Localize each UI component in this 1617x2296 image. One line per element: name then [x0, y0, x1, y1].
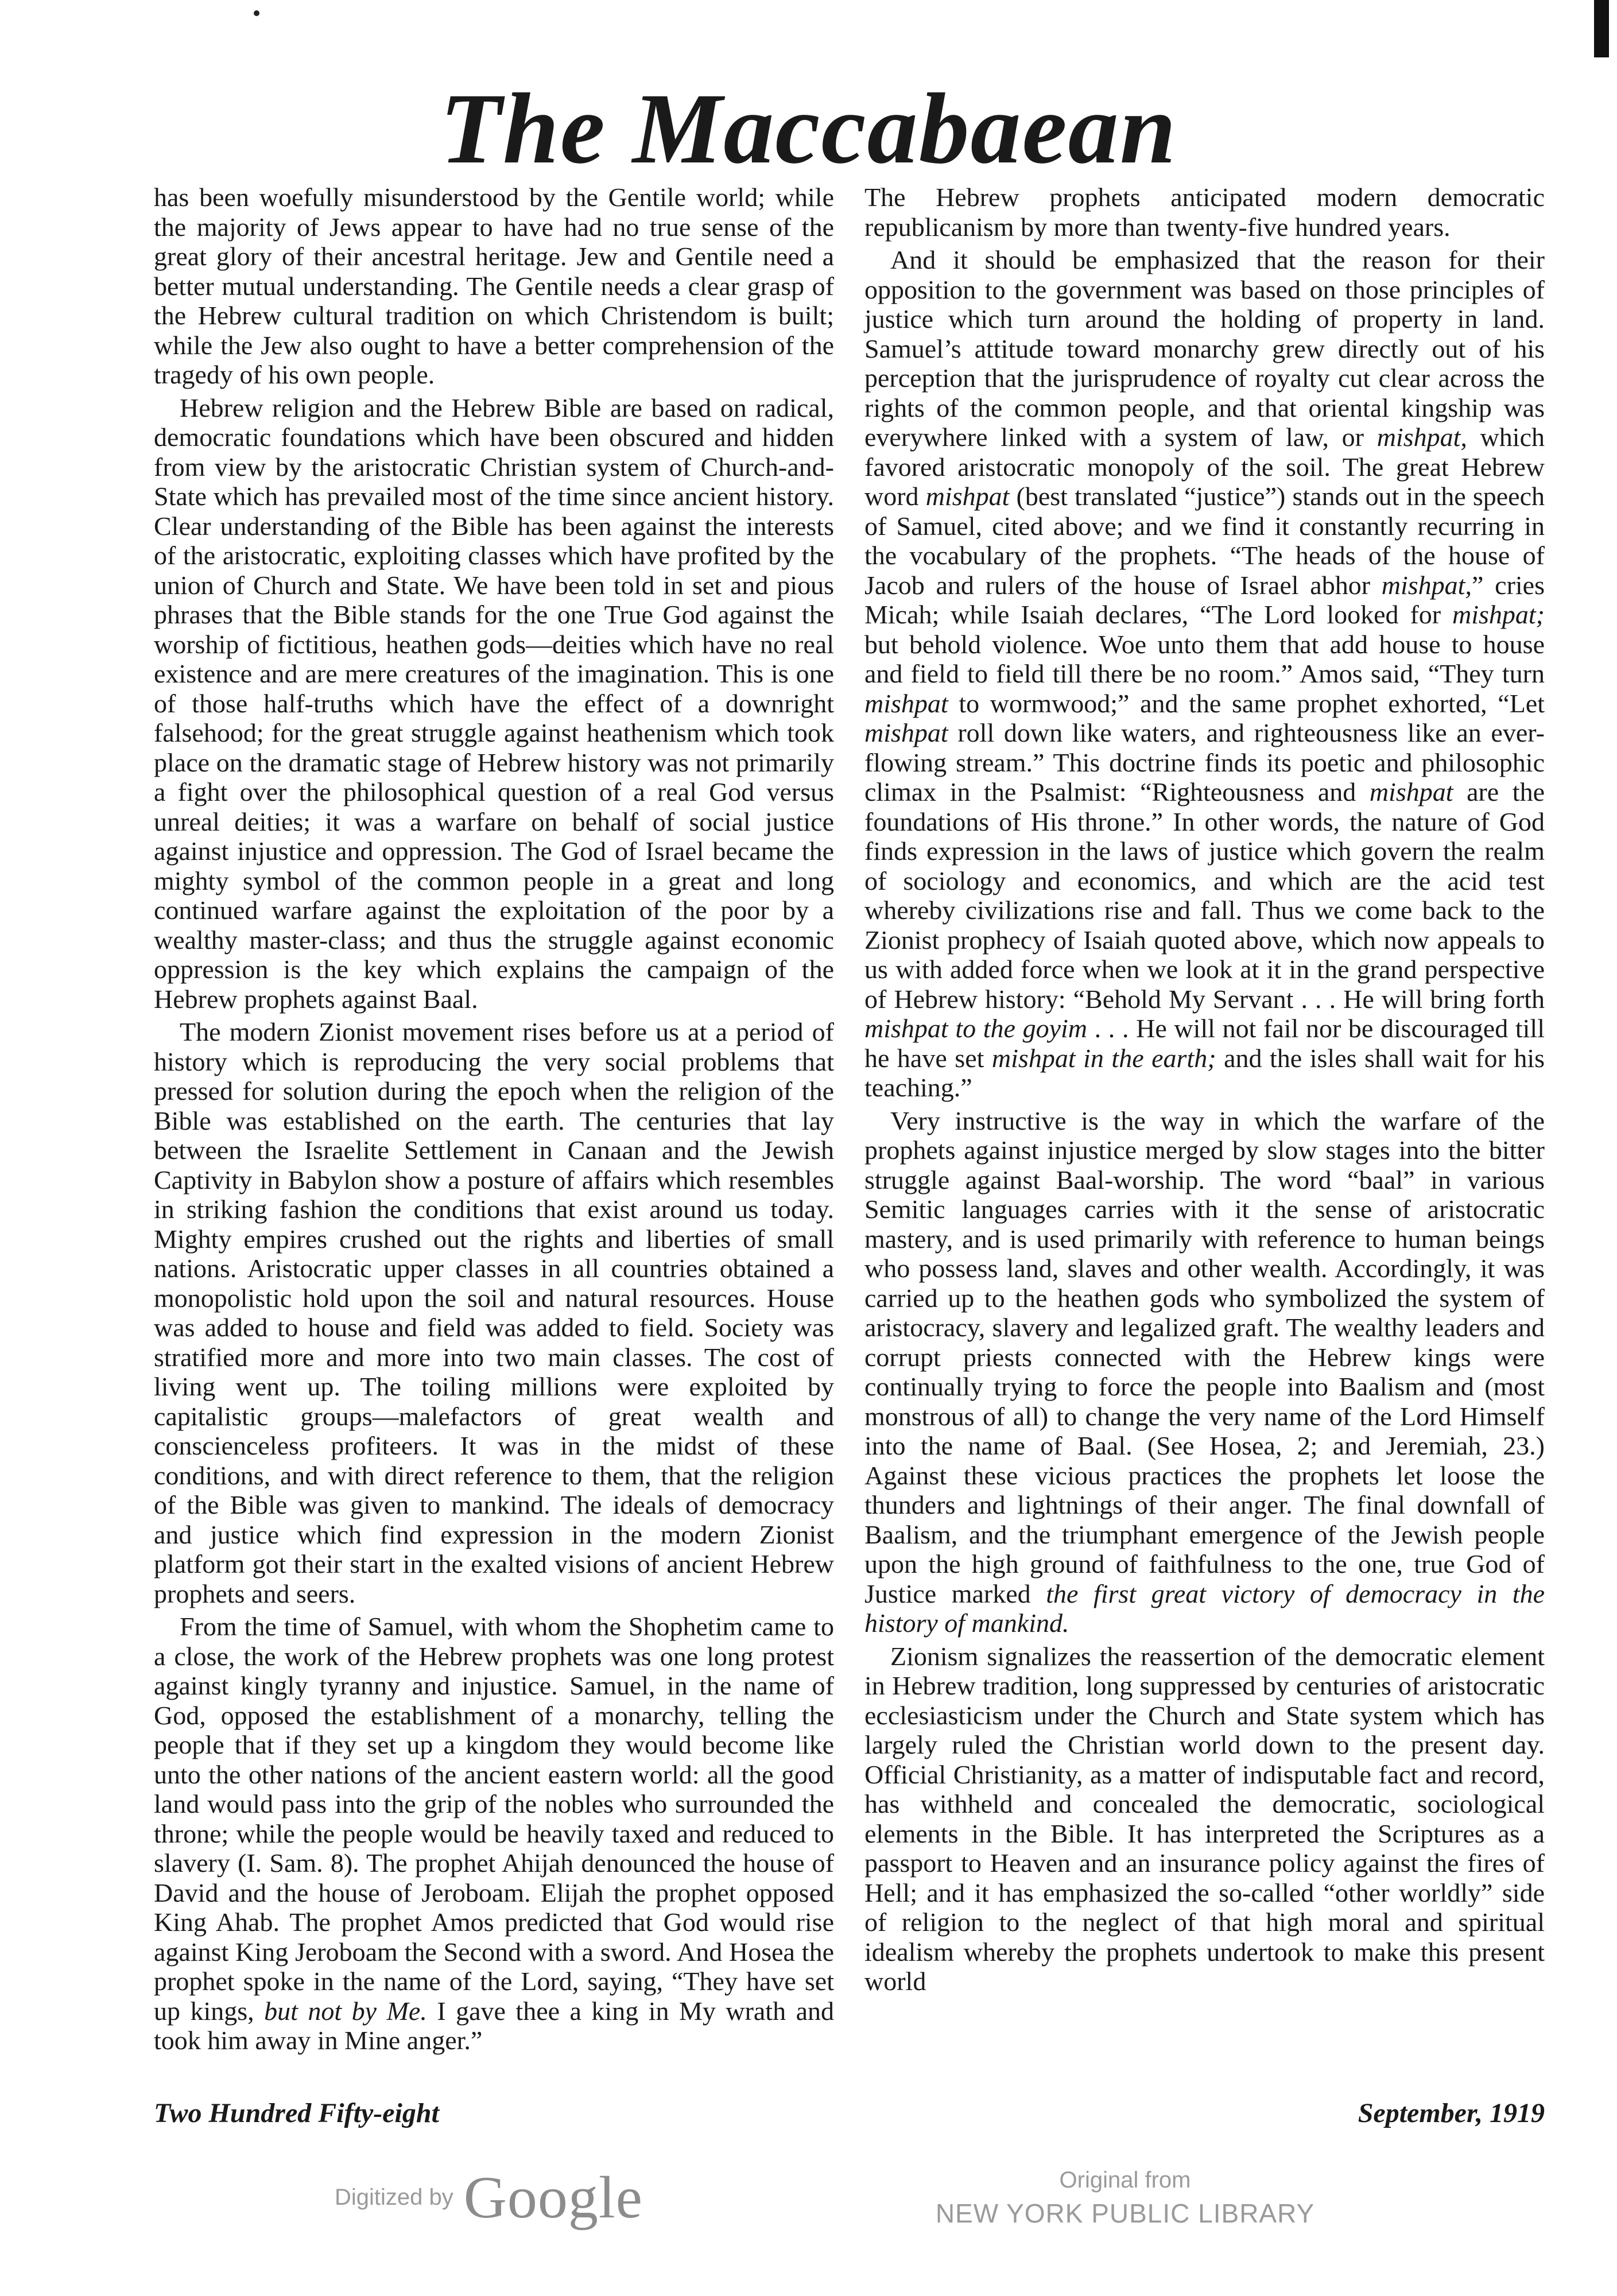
paragraph-text: . . . He will not fail nor be discouraged till he have set	[864, 1014, 1545, 1073]
body-paragraph	[864, 245, 1545, 1103]
body-paragraph	[154, 183, 834, 390]
library-name: NEW YORK PUBLIC LIBRARY	[935, 2198, 1315, 2228]
right-column	[864, 183, 1545, 2000]
paragraph-text: has been woefully misunderstood by the Gentile world; while the majority of Jews appear to have had no true sense of the great glory of their ancestral heritage. Jew and Gentile need a better mutual understanding. The Gentile needs a clear grasp of the Hebrew cultural tradition on which Christendom is built; while the Jew also ought to have a better comprehension of the tragedy of his own people.	[154, 183, 834, 389]
body-paragraph	[154, 393, 834, 1014]
italic-text: but not by Me.	[264, 1996, 427, 2026]
digitized-by-label: Digitized by	[335, 2184, 453, 2210]
body-paragraph	[864, 1106, 1545, 1638]
italic-text: mishpat,	[1376, 422, 1467, 452]
body-paragraph	[154, 1612, 834, 2055]
body-paragraph	[154, 1017, 834, 1608]
paragraph-text: Zionism signalizes the reassertion of the democratic element in Hebrew tradition, long suppressed by centuries of aristocratic ecclesiasticism under the Church and State system which has largely ruled the Christian world down to the present day. Official Christianity, as a matter of indisputable fact and record, has withheld and concealed the democratic, sociological elements in the Bible. It has interpreted the Scriptures as a passport to Heaven and an insurance policy against the fires of Hell; and it has emphasized the so-called “other worldly” side of religion to the neglect of that high moral and spiritual idealism whereby the prophets undertook to make this present world	[864, 1641, 1545, 1996]
issue-date: September, 1919	[1358, 2098, 1545, 2128]
digitized-by-credit	[335, 2163, 643, 2232]
paragraph-text: Very instructive is the way in which the warfare of the prophets against injustice merged by slow stages into the bitter struggle against Baal-worship. The word “baal” in various Semitic languages carries with it the sense of aristocratic mastery, and is used primarily with reference to human beings who possess land, slaves and other wealth. Accordingly, it was carried up to the heathen gods who symbolized the system of aristocracy, slavery and legalized graft. The wealthy leaders and corrupt priests connected with the Hebrew kings were continually trying to force the people into Baalism and (most monstrous of all) to change the very name of the Lord Himself into the name of Baal. (See Hosea, 2; and Jeremiah, 23.) Against these vicious practices the prophets let loose the thunders and lightnings of their anger. The final downfall of Baalism, and the triumphant emergence of the Jewish people upon the high ground of faithfulness to the one, true God of Justice marked	[864, 1106, 1545, 1608]
italic-text: mishpat	[864, 718, 948, 747]
italic-text: mishpat;	[1452, 600, 1545, 629]
italic-text: mishpat	[1369, 777, 1453, 806]
italic-text: mishpat in the earth;	[991, 1043, 1216, 1073]
paragraph-text: From the time of Samuel, with whom the Shophetim came to a close, the work of the Hebrew prophets was one long protest against kingly tyranny and injustice. Samuel, in the name of God, opposed the establishment of a monarchy, telling the people that if they set up a kingdom they would become like unto the other nations of the ancient eastern world: all the good land would pass into the grip of the nobles who surrounded the throne; while the people would be heavily taxed and reduced to slavery (I. Sam. 8). The prophet Ahijah denounced the house of David and the house of Jeroboam. Elijah the prophet opposed King Ahab. The prophet Amos predicted that God would rise against King Jeroboam the Second with a sword. And Hosea the prophet spoke in the name of the Lord, saying, “They have set up kings,	[154, 1612, 834, 2026]
google-logo: Google	[463, 2164, 643, 2231]
original-from-label: Original from	[1059, 2167, 1191, 2193]
body-paragraph	[864, 183, 1545, 242]
italic-text: mishpat	[864, 688, 948, 718]
paragraph-text: but behold violence. Woe unto them that add house to house and field to field till there be no room.” Amos said, “They turn	[864, 629, 1545, 688]
paragraph-text: ” cries Micah; while Isaiah declares, “The Lord looked for	[864, 570, 1545, 629]
paragraph-text: roll down like waters, and righteousness like an ever-flowing stream.” This doctrine finds its poetic and philosophic climax in the Psalmist: “Righteousness and	[864, 718, 1545, 806]
paragraph-text: are the foundations of His throne.” In other words, the nature of God finds expression in the laws of justice which govern the realm of sociology and economics, and which are the acid test whereby civilizations rise and fall. Thus we come back to the Zionist prophecy of Isaiah quoted above, which now appeals to us with added force when we look at it in the grand perspective of Hebrew history: “Behold My Servant . . . He will bring forth	[864, 777, 1545, 1014]
left-column	[154, 183, 834, 2059]
paragraph-text: and the isles shall wait for his teaching.”	[864, 1043, 1545, 1102]
page-number: Two Hundred Fifty-eight	[154, 2098, 439, 2128]
italic-text: mishpat,	[1381, 570, 1472, 600]
masthead-title: The Maccabaean	[440, 73, 1177, 185]
paragraph-text: which favored aristocratic monopoly of the soil. The great Hebrew word	[864, 422, 1545, 511]
paragraph-text: to wormwood;” and the same prophet exhorted, “Let	[948, 688, 1545, 718]
body-paragraph	[864, 1642, 1545, 1996]
paragraph-text: The modern Zionist movement rises before us at a period of history which is reproducing the very social problems that pressed for solution during the epoch when the religion of the Bible was established on the earth. The centuries that lay between the Israelite Settlement in Canaan and the Jewish Captivity in Babylon show a posture of affairs which resembles in striking fashion the conditions that exist around us today. Mighty empires crushed out the rights and liberties of small nations. Aristocratic upper classes in all countries obtained a monopolistic hold upon the soil and natural resources. House was added to house and field was added to field. Society was stratified more and more into two main classes. The cost of living went up. The toiling millions were exploited by capitalistic groups—malefactors of great wealth and conscienceless profiteers. It was in the midst of these conditions, and with direct reference to them, that the religion of the Bible was given to mankind. The ideals of democracy and justice which find expression in the modern Zionist platform got their start in the exalted visions of ancient Hebrew prophets and seers.	[154, 1017, 834, 1608]
italic-text: mishpat	[925, 482, 1010, 511]
italic-text: mishpat to the goyim	[864, 1014, 1088, 1043]
scan-edge-mark	[1594, 0, 1609, 57]
paragraph-text: Hebrew religion and the Hebrew Bible are based on radical, democratic foundations which have been obscured and hidden from view by the aristocratic Christian system of Church-and-State which has prevailed most of the time since ancient history. Clear understanding of the Bible has been against the interests of the aristocratic, exploiting classes which have profited by the union of Church and State. We have been told in set and pious phrases that the Bible stands for the one True God against the worship of fictitious, heathen gods—deities which have no real existence and are mere creatures of the imagination. This is one of those half-truths which have the effect of a downright falsehood; for the great struggle against heathenism which took place on the dramatic stage of Hebrew history was not primarily a fight over the philosophical question of a real God versus unreal deities; it was a warfare on behalf of social justice against injustice and oppression. The God of Israel became the mighty symbol of the common people in a great and long continued warfare against the exploitation of the poor by a wealthy master-class; and thus the struggle against economic oppression is the key which explains the campaign of the Hebrew prophets against Baal.	[154, 393, 834, 1014]
paragraph-text: I gave thee a king in My wrath and took him away in Mine anger.”	[154, 1996, 834, 2055]
italic-text: the first great victory of democracy in the history of mankind.	[864, 1578, 1545, 1638]
paragraph-text: (best translated “justice”) stands out in the speech of Samuel, cited above; and we find it constantly recurring in the vocabulary of the prophets. “The heads of the house of Jacob and rulers of the house of Israel abhor	[864, 482, 1545, 600]
page-speck	[254, 10, 259, 16]
paragraph-text: The Hebrew prophets anticipated modern democratic republicanism by more than twenty-five hundred years.	[864, 183, 1545, 242]
original-source-credit	[907, 2164, 1343, 2231]
paragraph-text: And it should be emphasized that the reason for their opposition to the government was based on those principles of justice which turn around the holding of property in land. Samuel’s attitude toward monarchy grew directly out of his perception that the jurisprudence of royalty cut clear across the rights of the common people, and that oriental kingship was everywhere linked with a system of law, or	[864, 245, 1545, 452]
